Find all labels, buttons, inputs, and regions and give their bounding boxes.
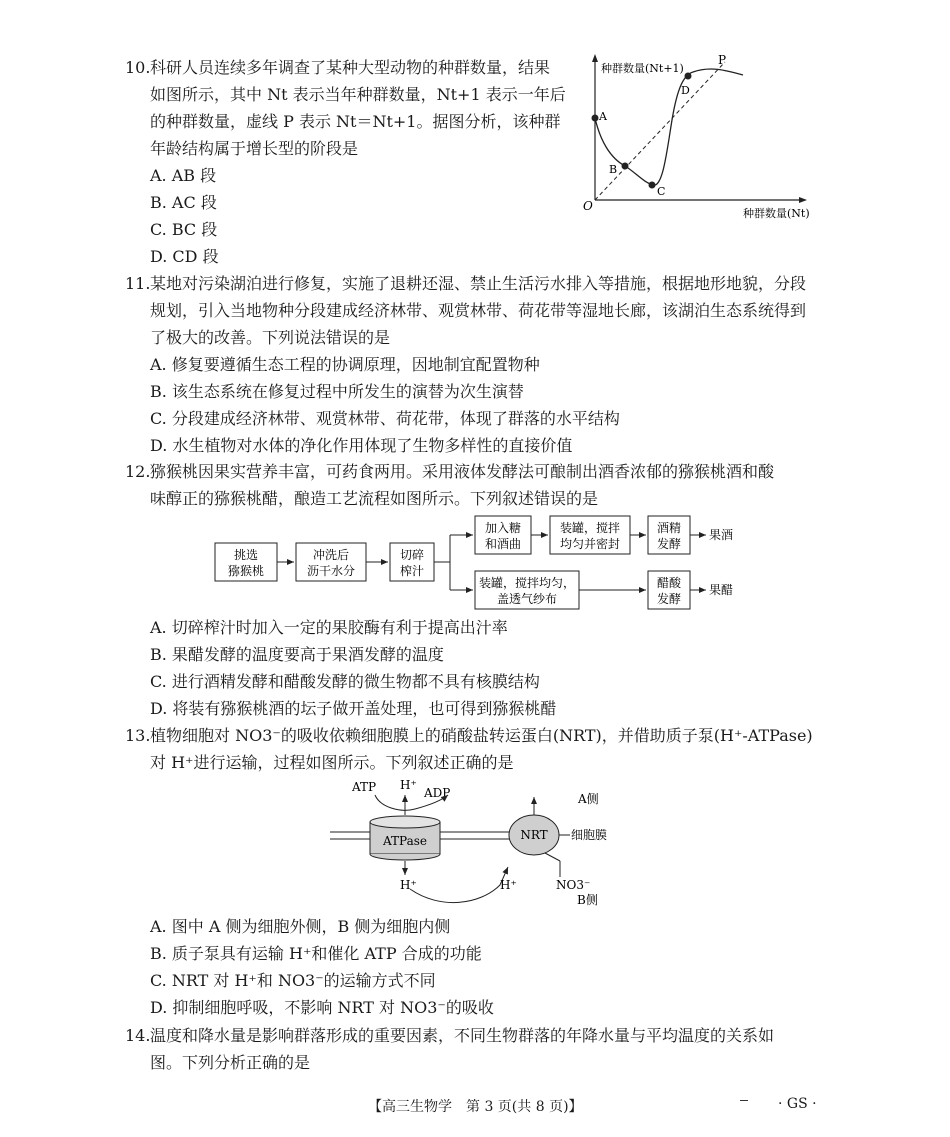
flow-box-juice-line1: 切碎: [399, 548, 425, 562]
q13-stem-line-1: 13.植物细胞对 NO3⁻的吸收依赖细胞膜上的硝酸盐转运蛋白(NRT)，并借助质子泵(H⁺-ATPase): [125, 722, 813, 749]
question-12-options: [125, 614, 556, 722]
adp-label: ADP: [424, 786, 451, 800]
atp-label: ATP: [352, 780, 377, 794]
point-a: [592, 115, 599, 122]
q12-stem-line-1: 12.猕猴桃因果实营养丰富，可药食两用。采用液体发酵法可酿制出酒香浓郁的猕猴桃酒和酸: [125, 458, 774, 485]
q11-stem-line-1: 11.某地对污染湖泊进行修复，实施了退耕还湿、禁止生活污水排入等措施，根据地形地貌，分段: [125, 270, 806, 297]
flow-box-gauze-line2: 盖透气纱布: [496, 592, 558, 606]
q10-stem-line-3: 的种群数量，虚线 P 表示 Nt＝Nt+1。据图分析，该种群: [150, 112, 561, 131]
flow-box-juice-line2: 榨汁: [399, 564, 425, 578]
q11-option-a: A. 修复要遵循生态工程的协调原理，因地制宜配置物种: [150, 355, 540, 374]
point-c: [649, 182, 656, 189]
membrane-transport-diagram: [330, 775, 630, 910]
flow-box-gauze-line1: 装罐，搅拌均匀，: [478, 576, 576, 590]
flow-box-sugar-line1: 加入糖: [484, 521, 522, 535]
q11-option-b: B. 该生态系统在修复过程中所发生的演替为次生演替: [150, 382, 524, 401]
membrane-label: 细胞膜: [571, 828, 608, 842]
question-13: [125, 722, 813, 776]
h-bottom-left-label: H⁺: [400, 878, 417, 892]
side-a-label: A侧: [578, 792, 599, 806]
q13-option-d: D. 抑制细胞呼吸，不影响 NRT 对 NO3⁻的吸收: [150, 998, 494, 1017]
point-d: [685, 73, 692, 80]
q13-option-a: A. 图中 A 侧为细胞外侧，B 侧为细胞内侧: [150, 917, 451, 936]
q14-stem-line-2: 图。下列分析正确的是: [150, 1053, 311, 1072]
q10-option-a: A. AB 段: [150, 166, 217, 185]
h-bottom-right-label: H⁺: [500, 878, 517, 892]
question-14: [125, 1022, 774, 1076]
q12-option-b: B. 果醋发酵的温度要高于果酒发酵的温度: [150, 645, 444, 664]
q11-stem-line-2: 规划，引入当地物种分段建成经济林带、观赏林带、荷花带等湿地长廊，该湖泊生态系统得到: [150, 301, 807, 320]
origin-label: O: [583, 199, 593, 213]
point-a-label: A: [599, 110, 607, 123]
flow-box-alcohol-line1: 酒精: [656, 521, 682, 535]
point-d-label: D: [681, 84, 690, 97]
q12-option-d: D. 将装有猕猴桃酒的坛子做开盖处理，也可得到猕猴桃醋: [150, 699, 557, 718]
flow-box-seal-line2: 均匀并密封: [559, 537, 621, 551]
point-b: [622, 163, 629, 170]
brewing-flowchart: [210, 510, 770, 615]
flow-output-vinegar: 果醋: [709, 583, 734, 597]
point-b-label: B: [609, 163, 618, 176]
flow-output-wine: 果酒: [709, 528, 734, 542]
no3-label: NO3⁻: [556, 878, 591, 892]
question-13-options: [125, 913, 494, 1021]
q13-number: 13.: [125, 726, 151, 745]
no3-connector: [545, 853, 560, 861]
footer-dash: [740, 1100, 748, 1101]
flow-box-wash-line1: 冲洗后: [312, 548, 350, 562]
flow-box-acetic-line1: 醋酸: [656, 576, 682, 590]
x-axis-label: 种群数量(Nt): [743, 207, 810, 220]
flow-box-wash-line2: 沥干水分: [306, 564, 356, 578]
q11-option-c: C. 分段建成经济林带、观赏林带、荷花带，体现了群落的水平结构: [150, 409, 620, 428]
point-c-label: C: [657, 185, 666, 198]
side-b-label: B侧: [577, 893, 598, 907]
question-11: [125, 270, 806, 459]
h-return-arrow: [410, 867, 508, 903]
flow-box-select-line1: 挑选: [233, 548, 259, 562]
atpase-top: [370, 816, 440, 828]
atpase-label: ATPase: [383, 834, 427, 848]
q13-stem-line-2: 对 H⁺进行运输，过程如图所示。下列叙述正确的是: [150, 753, 514, 772]
q10-stem-line-1: 10.科研人员连续多年调查了某种大型动物的种群数量，结果: [125, 54, 566, 81]
question-10: [125, 54, 566, 270]
flow-box-sugar-line2: 和酒曲: [484, 537, 522, 551]
q10-option-c: C. BC 段: [150, 220, 218, 239]
q10-stem-line-4: 年龄结构属于增长型的阶段是: [150, 139, 359, 158]
line-p-label: P: [718, 53, 727, 67]
h-top-label: H⁺: [400, 778, 417, 792]
q12-number: 12.: [125, 462, 151, 481]
q13-option-b: B. 质子泵具有运输 H⁺和催化 ATP 合成的功能: [150, 944, 482, 963]
q14-number: 14.: [125, 1026, 151, 1045]
population-chart: [575, 50, 825, 225]
footer-page-info: 【高三生物学 第 3 页(共 8 页)】: [368, 1099, 583, 1115]
flow-box-alcohol-line2: 发酵: [656, 537, 682, 551]
q11-option-d: D. 水生植物对水体的净化作用体现了生物多样性的直接价值: [150, 436, 573, 455]
q10-number: 10.: [125, 58, 151, 77]
atpase-bottom: [370, 854, 440, 860]
q14-stem-line-1: 14.温度和降水量是影响群落形成的重要因素，不同生物群落的年降水量与平均温度的关系如: [125, 1022, 774, 1049]
flow-box-select-line2: 猕猴桃: [227, 564, 265, 578]
q11-stem-line-3: 了极大的改善。下列说法错误的是: [150, 328, 391, 347]
q13-option-c: C. NRT 对 H⁺和 NO3⁻的运输方式不同: [150, 971, 436, 990]
question-12: [125, 458, 774, 512]
q11-number: 11.: [125, 274, 151, 293]
q10-stem-line-2: 如图所示，其中 Nt 表示当年种群数量，Nt+1 表示一年后: [150, 85, 566, 104]
q12-option-c: C. 进行酒精发酵和醋酸发酵的微生物都不具有核膜结构: [150, 672, 540, 691]
series-curve: [595, 69, 743, 185]
q10-option-b: B. AC 段: [150, 193, 217, 212]
nrt-label: NRT: [520, 828, 548, 842]
q10-option-d: D. CD 段: [150, 247, 219, 266]
footer-code: · GS ·: [778, 1096, 817, 1112]
y-axis-arrow: [592, 54, 598, 62]
y-axis-label: 种群数量(Nt+1): [601, 62, 684, 75]
q12-option-a: A. 切碎榨汁时加入一定的果胶酶有利于提高出汁率: [150, 618, 508, 637]
x-axis-arrow: [799, 197, 807, 203]
flow-box-seal-line1: 装罐，搅拌: [559, 521, 621, 535]
q12-stem-line-2: 味醇正的猕猴桃醋，酿造工艺流程如图所示。下列叙述错误的是: [150, 489, 599, 508]
flow-box-acetic-line2: 发酵: [656, 592, 682, 606]
